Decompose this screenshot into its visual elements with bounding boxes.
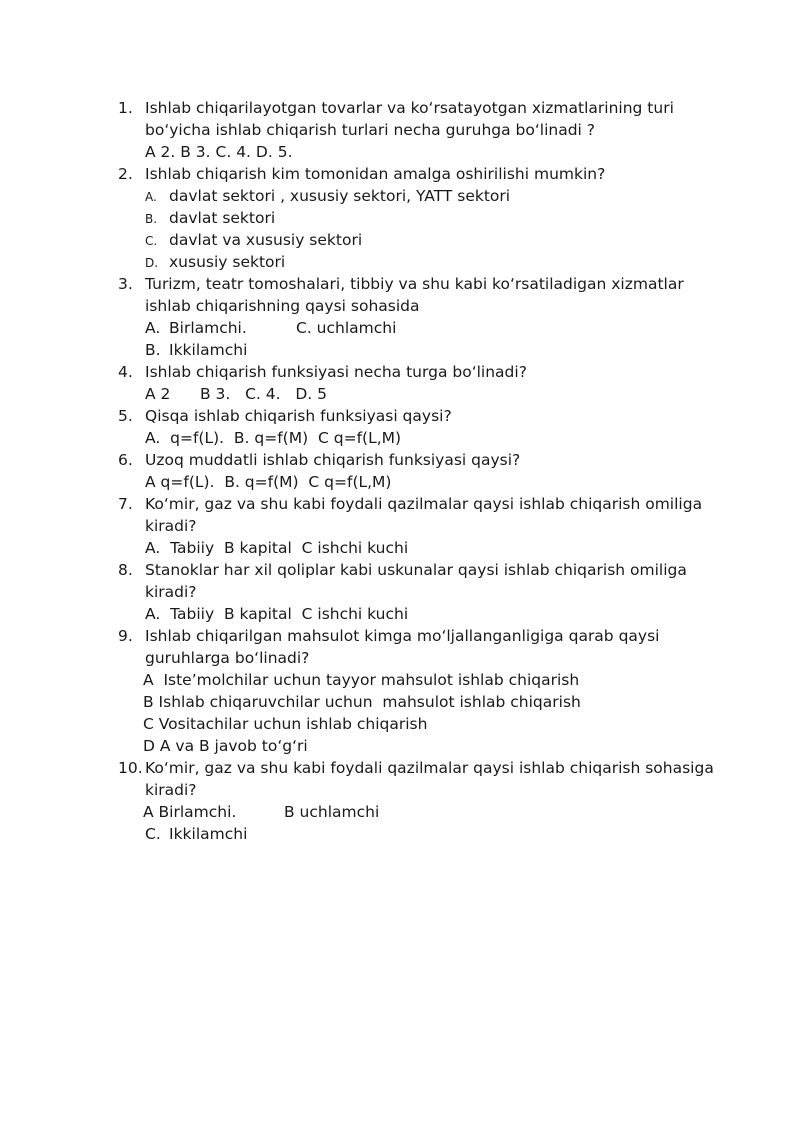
question-number: 2. <box>118 165 133 183</box>
question-text: Stanoklar har xil qoliplar kabi uskunalar qaysi ishlab chiqarish omiliga <box>145 561 687 579</box>
question-text: bo‘yicha ishlab chiqarish turlari necha guruhga bo‘linadi ? <box>145 121 596 139</box>
option-c: C. uchlamchi <box>296 319 397 337</box>
answer-options: A. Tabiiy B kapital C ishchi kuchi <box>145 539 409 557</box>
question-text: kiradi? <box>145 517 197 535</box>
option-b: B Ishlab chiqaruvchilar uchun mahsulot ishlab chiqarish <box>143 693 581 711</box>
answer-options: A 2 B 3. C. 4. D. 5 <box>145 385 327 403</box>
option-d: D A va B javob to‘g‘ri <box>143 737 308 755</box>
question-text: Ko‘mir, gaz va shu kabi foydali qazilmalar qaysi ishlab chiqarish sohasiga <box>145 759 714 777</box>
option-c: C. Ikkilamchi <box>145 825 248 843</box>
option-c: C Vositachilar uchun ishlab chiqarish <box>143 715 428 733</box>
option-a: A. Birlamchi. <box>145 319 247 337</box>
question-text: Qisqa ishlab chiqarish funksiyasi qaysi? <box>145 407 452 425</box>
question-text: Ishlab chiqarilgan mahsulot kimga mo‘ljallanganligiga qarab qaysi <box>145 627 660 645</box>
question-number: 8. <box>118 561 133 579</box>
question-text: Ishlab chiqarish kim tomonidan amalga oshirilishi mumkin? <box>145 165 606 183</box>
question-text: kiradi? <box>145 583 197 601</box>
answer-options: A q=f(L). B. q=f(M) C q=f(L,M) <box>145 473 392 491</box>
question-number: 6. <box>118 451 133 469</box>
question-text: ishlab chiqarishning qaysi sohasida <box>145 297 420 315</box>
option-b: B. davlat sektori <box>145 209 276 227</box>
option-b: B uchlamchi <box>284 803 380 821</box>
question-text: kiradi? <box>145 781 197 799</box>
answer-options: A. q=f(L). B. q=f(M) C q=f(L,M) <box>145 429 402 447</box>
question-text: Ko‘mir, gaz va shu kabi foydali qazilmalar qaysi ishlab chiqarish omiliga <box>145 495 703 513</box>
question-text: Uzoq muddatli ishlab chiqarish funksiyasi qaysi? <box>145 451 521 469</box>
option-c: C. davlat va xususiy sektori <box>145 231 363 249</box>
option-a: A Birlamchi. <box>143 803 237 821</box>
question-text: Ishlab chiqarish funksiyasi necha turga bo‘linadi? <box>145 363 527 381</box>
question-number: 4. <box>118 363 133 381</box>
question-text: Turizm, teatr tomoshalari, tibbiy va shu kabi ko‘rsatiladigan xizmatlar <box>145 275 684 293</box>
question-number: 7. <box>118 495 133 513</box>
question-text: Ishlab chiqarilayotgan tovarlar va ko‘rsatayotgan xizmatlarining turi <box>145 99 674 117</box>
question-number: 9. <box>118 627 133 645</box>
answer-options: A. Tabiiy B kapital C ishchi kuchi <box>145 605 409 623</box>
answer-options: A 2. B 3. C. 4. D. 5. <box>145 143 293 161</box>
question-text: guruhlarga bo‘linadi? <box>145 649 310 667</box>
option-b: B. Ikkilamchi <box>145 341 248 359</box>
question-number: 1. <box>118 99 133 117</box>
option-d: D. xususiy sektori <box>145 253 286 271</box>
question-number: 10. <box>118 759 143 777</box>
question-number: 5. <box>118 407 133 425</box>
question-number: 3. <box>118 275 133 293</box>
option-a: A Iste’molchilar uchun tayyor mahsulot ishlab chiqarish <box>143 671 580 689</box>
option-a: A. davlat sektori , xususiy sektori, YATT sektori <box>145 187 511 205</box>
